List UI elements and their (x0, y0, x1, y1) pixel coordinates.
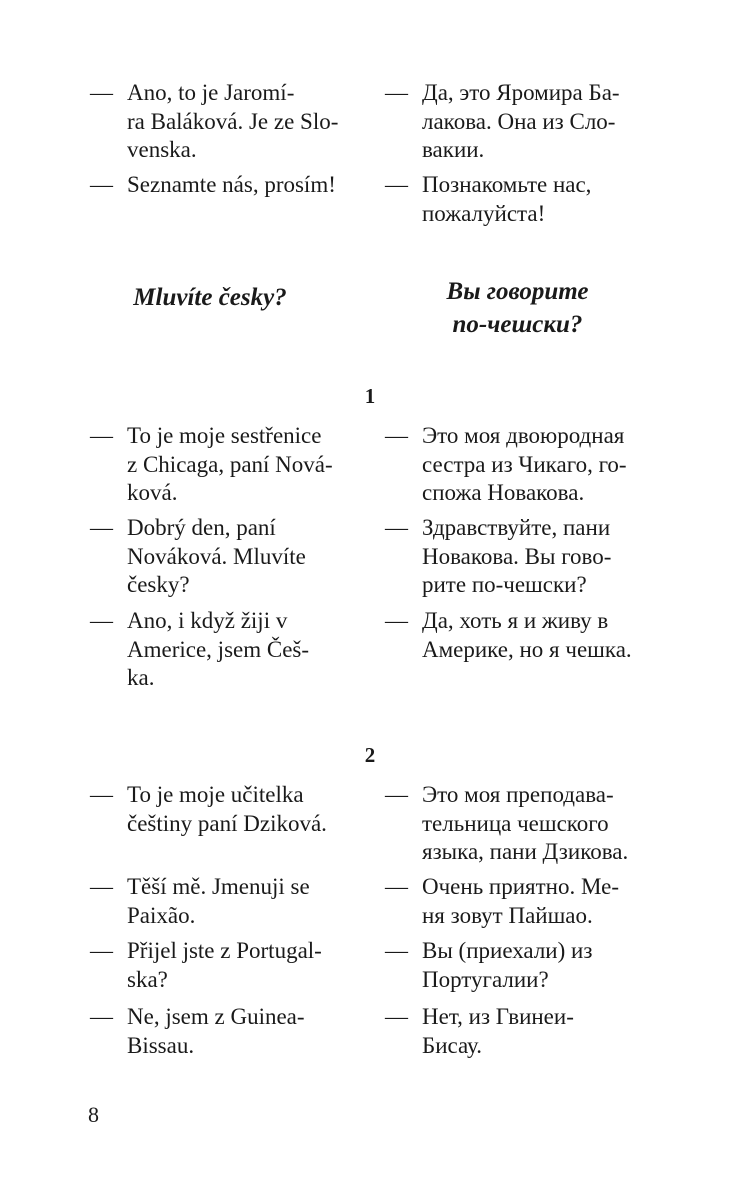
dash: — (90, 423, 113, 448)
dialog2-ru-line-2 (385, 873, 660, 930)
dash: — (385, 782, 408, 807)
dialog2-cz-line-1 (90, 781, 365, 838)
dash: — (385, 80, 408, 105)
page-number: 8 (88, 1102, 99, 1127)
intro-ru-text-2: Познакомьте нас, пожалуйста! (422, 172, 592, 226)
dialog2-cz-line-4 (90, 1003, 365, 1060)
dash: — (90, 80, 113, 105)
dialog1-cz-text-2: Dobrý den, paní Nováková. Mluvíte česky? (127, 515, 306, 597)
intro-cz-line-1 (90, 79, 365, 165)
intro-ru-line-2 (385, 171, 660, 228)
dash: — (385, 938, 408, 963)
intro-ru-text-1: Да, это Яромира Ба- лакова. Она из Сло- вакии. (422, 80, 620, 162)
section-title-ru: Вы говорите по-чешски? (446, 278, 589, 338)
intro-ru-line-1 (385, 79, 660, 165)
intro-cz-text-1: Ano, to je Jaromí- ra Baláková. Je ze Slo- venska. (127, 80, 339, 162)
dialog1-cz-line-2 (90, 514, 365, 600)
dialog1-ru-text-2: Здравствуйте, пани Новакова. Вы гово- рите по-чешски? (422, 515, 612, 597)
dash: — (385, 874, 408, 899)
dash: — (90, 172, 113, 197)
dialog2-cz-text-2: Těší mě. Jmenuji se Paixão. (127, 874, 310, 928)
intro-cz-text-2: Seznamte nás, prosím! (127, 172, 336, 197)
dash: — (385, 515, 408, 540)
dialog1-cz-line-3 (90, 607, 365, 693)
dialog2-ru-text-2: Очень приятно. Ме- ня зовут Пайшао. (422, 874, 620, 928)
dash: — (90, 938, 113, 963)
dialog2-cz-text-4: Ne, jsem z Guinea- Bissau. (127, 1004, 305, 1058)
dialog2-ru-line-1 (385, 781, 660, 867)
dialog1-ru-text-1: Это моя двоюродная сестра из Чикаго, го- спожа Новакова. (422, 423, 627, 505)
dialog2-ru-text-4: Нет, из Гвинеи- Бисау. (422, 1004, 574, 1058)
intro-cz-line-2 (90, 171, 365, 200)
dash: — (90, 608, 113, 633)
dialog2-ru-text-3: Вы (приехали) из Португалии? (422, 938, 593, 992)
dash: — (90, 1004, 113, 1029)
dialog1-ru-line-2 (385, 514, 660, 600)
dash: — (385, 1004, 408, 1029)
dash: — (385, 608, 408, 633)
dialog1-ru-line-1 (385, 422, 660, 508)
dialog2-cz-line-3 (90, 937, 365, 994)
dash: — (90, 782, 113, 807)
dialog1-ru-text-3: Да, хоть я и живу в Америке, но я чешка. (422, 608, 632, 662)
dash: — (90, 515, 113, 540)
dash: — (90, 874, 113, 899)
dialog2-ru-text-1: Это моя преподава- тельница чешского языка, пани Дзикова. (422, 782, 629, 864)
section-title-cz: Mluvíte česky? (133, 284, 287, 311)
dialog2-cz-line-2 (90, 873, 365, 930)
dash: — (385, 423, 408, 448)
dialog1-cz-text-3: Ano, i když žiji v Americe, jsem Češ- ka. (127, 608, 310, 690)
dialog-number-2: 2 (364, 743, 376, 767)
dialog1-cz-line-1 (90, 422, 365, 508)
dialog2-cz-text-1: To je moje učitelka češtiny paní Dziková. (127, 782, 327, 836)
dialog2-cz-text-3: Přijel jste z Portugal- ska? (127, 938, 322, 992)
dialog2-ru-line-3 (385, 937, 660, 994)
dash: — (385, 172, 408, 197)
dialog-number-1: 1 (364, 384, 376, 408)
dialog1-ru-line-3 (385, 607, 660, 664)
dialog2-ru-line-4 (385, 1003, 660, 1060)
dialog1-cz-text-1: To je moje sestřenice z Chicaga, paní Nová- ková. (127, 423, 333, 505)
